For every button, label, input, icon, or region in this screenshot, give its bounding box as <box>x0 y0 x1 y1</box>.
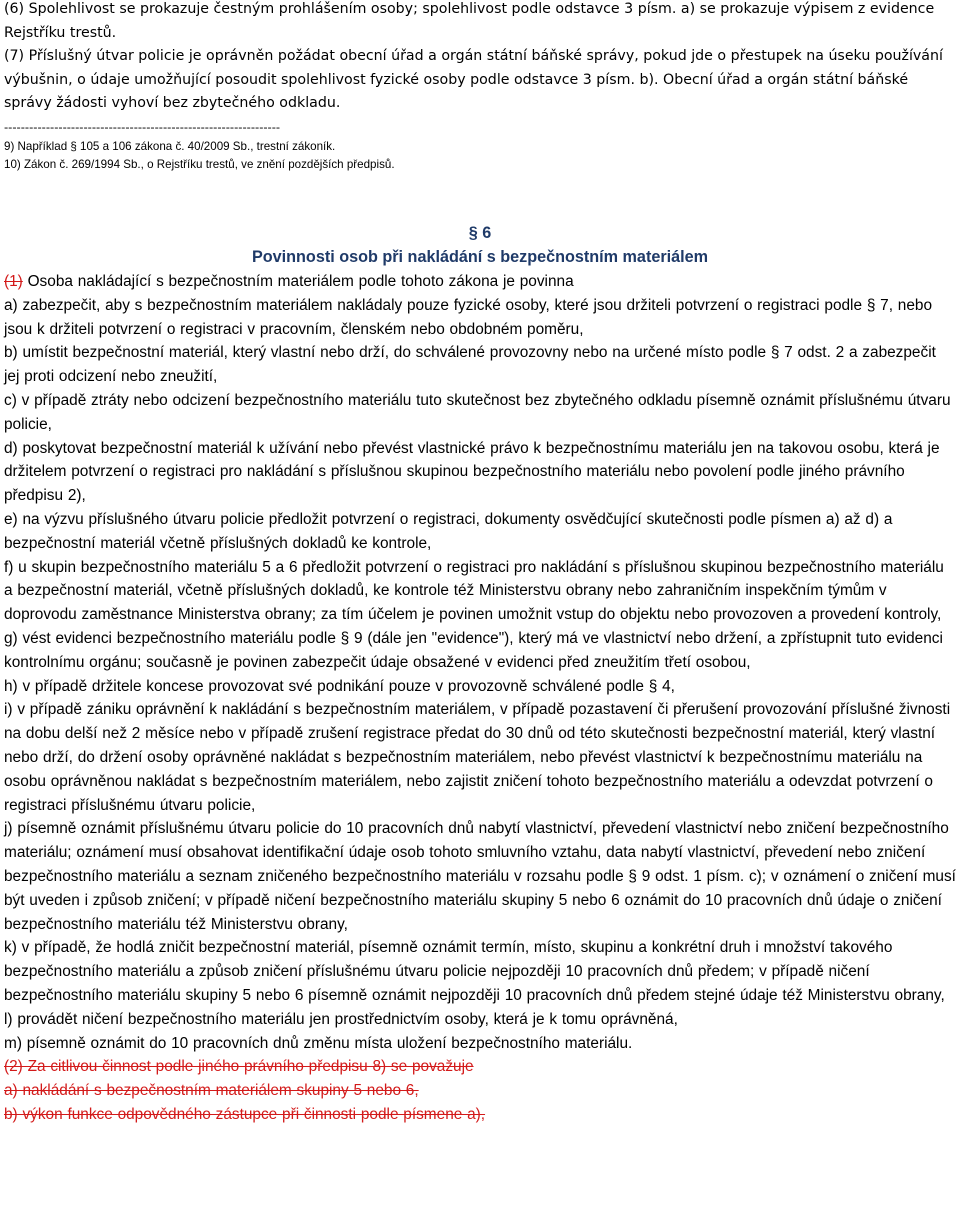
header-text <box>0 0 960 116</box>
item-i: i) v případě zániku oprávnění k nakládání s bezpečnostním materiálem, v případě pozastavení či přerušení provozování příslušné živnosti na dobu delší než 2 měsíce nebo v případě zrušení registrace předat do 30 dnů od této skutečnosti bezpečnostní materiál, který vlastní nebo drží, do držení osoby oprávněné nakládat s bezpečnostním materiálem, nebo převést vlastnictví k bezpečnostnímu materiálu na osobu oprávněnou nakládat s bezpečnostním materiálem, nebo zajistit zničení tohoto bezpečnostního materiálu a odevzdat potvrzení o registraci příslušnému útvaru policie, <box>4 701 951 814</box>
item-f: f) u skupin bezpečnostního materiálu 5 a 6 předložit potvrzení o registraci pro nakládání s příslušnou skupinou bezpečnostního materiálu a bezpečnostní materiál, včetně příslušných dokladů, ke kontrole též Ministerstvu obrany nebo zahraničním inspekčním týmům v doprovodu zaměstnance Ministerstva obrany; za tím účelem je povinen umožnit vstup do objektu nebo provozoven a provedení kontroly, <box>4 558 944 624</box>
intro-number: (1) <box>4 273 23 291</box>
struck-item-b: b) výkon funkce odpovědného zástupce při činnosti podle písmene a), <box>4 1105 486 1123</box>
section-body <box>0 270 960 1127</box>
item-c: c) v případě ztráty nebo odcizení bezpečnostního materiálu tuto skutečnost bez zbytečného odkladu písemně oznámit příslušnému útvaru policie, <box>4 392 951 433</box>
struck-item-a: a) nakládání s bezpečnostním materiálem skupiny 5 nebo 6, <box>4 1082 419 1100</box>
item-b: b) umístit bezpečnostní materiál, který vlastní nebo drží, do schválené provozovny nebo na určené místo podle § 7 odst. 2 a zabezpečit jej proti odcizení nebo zneužití, <box>4 344 936 386</box>
item-j: j) písemně oznámit příslušnému útvaru policie do 10 pracovních dnů nabytí vlastnictví, převedení vlastnictví nebo zničení bezpečnostního materiálu; oznámení musí obsahovat identifikační údaje osob tohoto smluvního vztahu, data nabytí vlastnictví, převedení nebo zničení bezpečnostního materiálu a seznam zničeného bezpečnostního materiálu v rozsahu podle § 9 odst. 1 písm. c); v oznámení o zničení musí být uveden i způsob zničení; v případě ničení bezpečnostního materiálu skupiny 5 nebo 6 oznámit do 10 pracovních dnů údaje o zničení bezpečnostního materiálu též Ministerstvu obrany, <box>4 820 956 933</box>
section-number: § 6 <box>468 224 492 243</box>
paragraph-6: (6) Spolehlivost se prokazuje čestným prohlášením osoby; spolehlivost podle odstavce 3 písm. a) se prokazuje výpisem z evidence Rejstříku trestů. <box>4 1 935 41</box>
footnote-9: 9) Například § 105 a 106 zákona č. 40/2009 Sb., trestní zákoník. <box>4 139 336 153</box>
item-m: m) písemně oznámit do 10 pracovních dnů změnu místa uložení bezpečnostního materiálu. <box>4 1034 633 1052</box>
intro-text: Osoba nakládající s bezpečnostním materiálem podle tohoto zákona je povinna <box>22 273 574 291</box>
footnote-10: 10) Zákon č. 269/1994 Sb., o Rejstříku trestů, ve znění pozdějších předpisů. <box>4 157 395 171</box>
item-a: a) zabezpečit, aby s bezpečnostním materiálem nakládaly pouze fyzické osoby, které jsou držiteli potvrzení o registraci podle § 7, nebo jsou k držiteli potvrzení o registraci v pracovním, členském nebo obdobném poměru, <box>4 296 933 338</box>
section-intro <box>4 270 956 294</box>
item-g: g) vést evidenci bezpečnostního materiálu podle § 9 (dále jen "evidence"), který má ve vlastnictví nebo držení, a zpřístupnit tuto evidenci kontrolnímu orgánu; současně je povinen zabezpečit údaje obsažené v evidenci před zneužitím třetí osobou, <box>4 630 943 671</box>
paragraph-7: (7) Příslušný útvar policie je oprávněn požádat obecní úřad a orgán státní báňské správy, pokud jde o přestupek na úseku používání výbušnin, o údaje umožňující posoudit spolehlivost fyzické osoby podle odstavce 3 písm. b). Obecní úřad a orgán státní báňské správy žádosti vyhoví bez zbytečného odkladu. <box>4 48 943 111</box>
item-e: e) na výzvu příslušného útvaru policie předložit potvrzení o registraci, dokumenty osvědčující skutečnosti podle písmen a) až d) a bezpečnostní materiál včetně příslušných dokladů ke kontrole, <box>4 511 893 552</box>
item-k: k) v případě, že hodlá zničit bezpečnostní materiál, písemně oznámit termín, místo, skupinu a konkrétní druh i množství takového bezpečnostního materiálu a způsob zničení příslušnému útvaru policie nejpozději 10 pracovních dnů předem; v případě ničení bezpečnostního materiálu skupiny 5 nebo 6 písemně oznámit nejpozději 10 pracovních dnů předem stejné údaje též Ministerstvu obrany, <box>4 939 945 1004</box>
section-title: Povinnosti osob při nakládání s bezpečnostním materiálem <box>251 248 709 267</box>
footnotes <box>0 138 960 175</box>
item-h: h) v případě držitele koncese provozovat své podnikání pouze v provozovně schválené podle § 4, <box>4 677 675 695</box>
footnote-separator: ------------------------------------------------------------------ <box>4 119 281 134</box>
item-l: l) provádět ničení bezpečnostního materiálu jen prostřednictvím osoby, která je k tomu oprávněná, <box>4 1010 678 1028</box>
struck-paragraph-2: (2) Za citlivou činnost podle jiného právního předpisu 8) se považuje <box>4 1058 474 1076</box>
item-d: d) poskytovat bezpečnostní materiál k užívání nebo převést vlastnické právo k bezpečnostnímu materiálu jen na takovou osobu, která je držitelem potvrzení o registraci pro nakládání s příslušnou skupinou bezpečnostního materiálu nebo povolení podle jiného právního předpisu 2), <box>4 439 940 505</box>
